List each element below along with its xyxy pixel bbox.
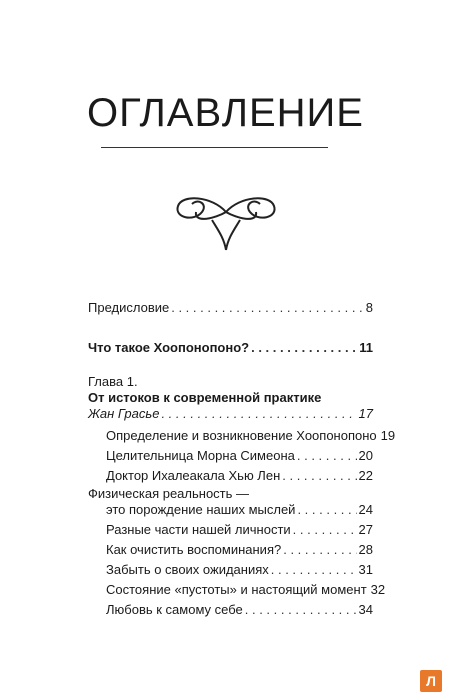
toc-entry-preface[interactable]: Предисловие . . . 8: [88, 300, 373, 316]
toc-entry-chapter-author[interactable]: Жан Грасье . . . 17: [88, 406, 373, 422]
toc-entry[interactable]: Доктор Ихалеакала Хью Лен . . . 22: [106, 468, 373, 484]
toc-entry[interactable]: Разные части нашей личности . . . 27: [106, 522, 373, 538]
toc-entry-what-is[interactable]: Что такое Хоопонопоно? . . . 11: [88, 340, 373, 356]
toc-entry[interactable]: Целительница Морна Симеона . . . 20: [106, 448, 373, 464]
toc-entry[interactable]: Как очистить воспоминания? . . . 28: [106, 542, 373, 558]
publisher-logo-icon: Л: [420, 670, 442, 692]
toc-entry[interactable]: Состояние «пустоты» и настоящий момент 32: [106, 582, 386, 597]
toc-entry[interactable]: Любовь к самому себе . . . 34: [106, 602, 373, 618]
toc-entry[interactable]: это порождение наших мыслей . . . 24: [106, 502, 373, 518]
flourish-ornament-icon: [172, 190, 280, 254]
toc-entry-line1: Физическая реальность —: [88, 486, 250, 501]
toc-entry[interactable]: Забыть о своих ожиданиях . . . 31: [106, 562, 373, 578]
chapter-title: От истоков к современной практике: [88, 390, 322, 405]
title-rule: [101, 147, 328, 148]
page-title: ОГЛАВЛЕНИЕ: [87, 91, 364, 135]
toc-entry[interactable]: Определение и возникновение Хоопонопоно 19: [106, 428, 396, 443]
chapter-number: Глава 1.: [88, 374, 138, 389]
